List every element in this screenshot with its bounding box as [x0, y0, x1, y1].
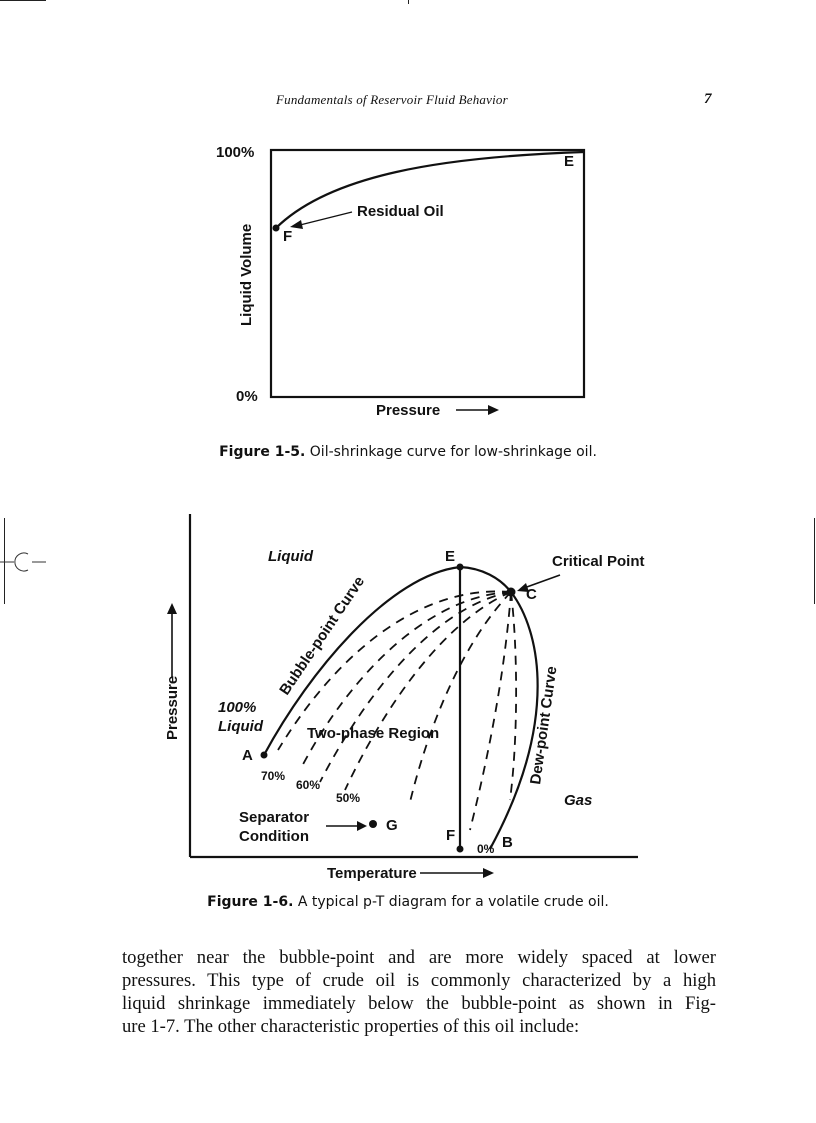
fig6-separator-arrowhead — [357, 821, 367, 831]
fig6-critical-point-label: Critical Point — [552, 553, 645, 570]
fig6-quality-line-70 — [320, 592, 511, 782]
figure-1-5-label: Figure 1-5. — [219, 444, 306, 460]
fig6-condition-label: Condition — [239, 828, 309, 845]
fig6-temperature-label: Temperature — [327, 865, 417, 882]
fig6-liquid-100-pct-label: 100% — [218, 699, 257, 716]
fig6-liquid-100-text-label: Liquid — [218, 718, 263, 735]
figure-1-5-caption — [0, 444, 816, 460]
figure-1-6-chart — [0, 500, 816, 890]
fig5-residual-oil-label: Residual Oil — [357, 203, 444, 220]
fig5-point-f-marker — [273, 225, 280, 232]
body-line-4: ure 1-7. The other characteristic properties of this oil include: — [122, 1016, 580, 1037]
fig6-pressure-label: Pressure — [164, 675, 181, 740]
fig6-bubble-point-label: Bubble-point Curve — [276, 573, 369, 699]
fig5-plot-frame — [271, 150, 584, 397]
fig6-dew-point-label: Dew-point Curve — [527, 665, 561, 786]
crop-mark-top-left — [0, 0, 46, 1]
fig6-pressure-arrowhead — [167, 603, 177, 614]
fig6-pct-0-label: 0% — [477, 842, 495, 856]
fig5-residual-oil-arrow — [300, 212, 352, 225]
figure-1-5-caption-text: Oil-shrinkage curve for low-shrinkage oil. — [309, 444, 597, 460]
fig6-point-g-label: G — [386, 817, 398, 834]
fig5-y-top-label: 100% — [216, 144, 255, 161]
fig5-point-f-label: F — [283, 228, 293, 245]
figure-1-6-label: Figure 1-6. — [207, 894, 294, 910]
figure-1-5-chart — [0, 130, 816, 430]
fig6-quality-line-0 — [510, 592, 516, 800]
fig6-point-a-label: A — [242, 747, 253, 764]
body-line-1: together near the bubble-point and are more widely spaced at lower — [122, 947, 716, 968]
fig6-point-c-label: C — [526, 586, 537, 603]
crop-mark-top-center — [408, 0, 409, 4]
fig6-point-e-marker — [457, 564, 464, 571]
fig5-x-axis-label: Pressure — [376, 402, 441, 419]
running-head-title: Fundamentals of Reservoir Fluid Behavior — [276, 92, 508, 107]
fig6-point-f-label: F — [446, 827, 456, 844]
fig6-pct-50-label: 50% — [336, 791, 361, 805]
body-paragraph — [122, 946, 716, 1038]
fig5-y-axis-label: Liquid Volume — [238, 223, 255, 326]
fig6-quality-lines — [278, 591, 516, 830]
fig6-liquid-label: Liquid — [268, 548, 313, 565]
figure-1-6-caption — [0, 894, 816, 910]
fig6-separator-label: Separator — [239, 809, 310, 826]
fig5-x-axis-arrowhead — [488, 405, 499, 415]
fig6-pct-60-label: 60% — [296, 778, 321, 792]
running-head — [0, 92, 816, 112]
page-number: 7 — [704, 91, 712, 107]
fig5-point-e-label: E — [564, 153, 575, 170]
body-line-3: liquid shrinkage immediately below the bubble-point as shown in Fig- — [122, 993, 716, 1014]
fig6-quality-line-10 — [470, 592, 511, 830]
body-line-2: pressures. This type of crude oil is commonly characterized by a high — [122, 970, 716, 991]
fig6-temperature-arrowhead — [483, 868, 494, 878]
figure-1-6-caption-text: A typical p-T diagram for a volatile crude oil. — [297, 894, 609, 910]
fig6-point-g-marker — [369, 820, 377, 828]
fig6-upper-envelope — [460, 567, 511, 592]
fig6-point-e-label: E — [445, 548, 456, 565]
fig6-gas-label: Gas — [564, 792, 593, 809]
fig6-point-f-marker — [457, 846, 464, 853]
fig6-point-b-label: B — [502, 834, 513, 851]
fig6-pct-70-label: 70% — [261, 769, 286, 783]
fig6-point-c-marker — [507, 588, 516, 597]
fig6-two-phase-label: Two-phase Region — [307, 725, 440, 742]
fig6-point-a-marker — [261, 752, 268, 759]
fig5-y-bottom-label: 0% — [236, 388, 258, 405]
